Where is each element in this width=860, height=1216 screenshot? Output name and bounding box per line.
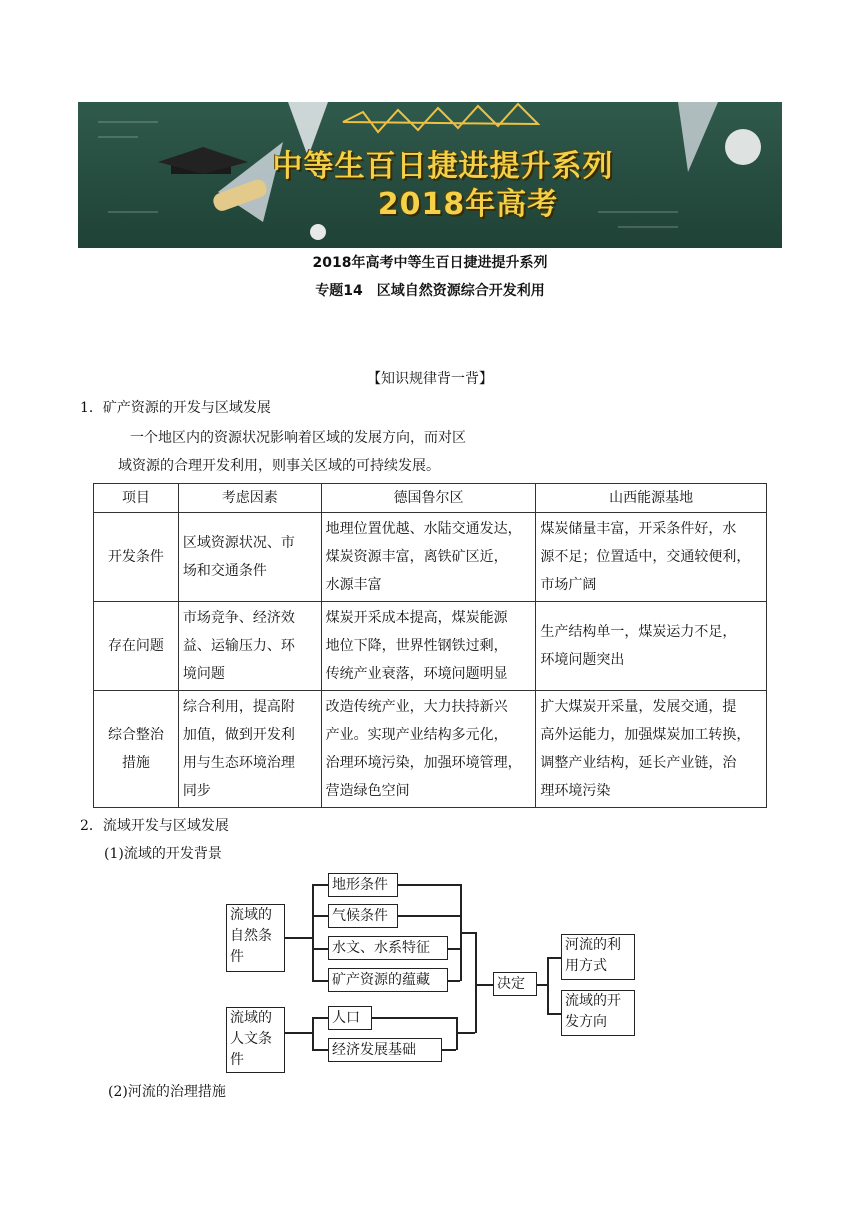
hydrology-box: 水文、水系特征 [328, 936, 448, 960]
cell-line: 煤炭开采成本提高，煤炭能源 [325, 610, 508, 626]
topic-title: 专题14 区域自然资源综合开发利用 [315, 283, 545, 299]
row-ruhr [321, 602, 536, 691]
decide-box: 决定 [493, 972, 537, 996]
economy-box: 经济发展基础 [328, 1038, 442, 1062]
cell-line: 加值，做到开发利 [182, 727, 295, 743]
cell-line: 产业。实现产业结构多元化， [325, 727, 508, 743]
mineral-box: 矿产资源的蕴藏 [328, 968, 448, 992]
table-row [94, 691, 767, 808]
cell-line: 市场竞争、经济效 [182, 610, 295, 626]
row-item: 开发条件 [94, 513, 179, 602]
box-line: 用方式 [565, 958, 607, 974]
row-factor [178, 602, 321, 691]
header-banner [78, 102, 782, 248]
header-ruhr: 德国鲁尔区 [321, 484, 536, 513]
row-ruhr [321, 513, 536, 602]
cell-line: 措施 [121, 755, 150, 771]
climate-box: 气候条件 [328, 904, 398, 928]
cell-line: 生产结构单一，煤炭运力不足， [540, 624, 737, 640]
natural-conditions-box [226, 904, 285, 972]
box-line: 自然条 [230, 928, 272, 944]
cell-line: 治理环境污染，加强环境管理， [325, 755, 522, 771]
development-direction-box [561, 990, 635, 1036]
cell-line: 环境问题突出 [540, 652, 625, 668]
header-factor: 考虑因素 [178, 484, 321, 513]
cell-line: 营造绿色空间 [325, 783, 410, 799]
cell-line: 高外运能力，加强煤炭加工转换， [540, 727, 751, 743]
cell-line: 调整产业结构，延长产业链，治 [540, 755, 737, 771]
human-conditions-box [226, 1007, 285, 1073]
cell-line: 地理位置优越、水陆交通发达， [325, 521, 522, 537]
table-header-row [94, 484, 767, 513]
row-item [94, 691, 179, 808]
cell-line: 同步 [182, 783, 211, 799]
cell-line: 煤炭资源丰富，离铁矿区近， [325, 549, 508, 565]
population-box: 人口 [328, 1006, 372, 1030]
section2-sub2: (2)河流的治理措施 [108, 1084, 226, 1100]
cell-line: 用与生态环境治理 [182, 755, 295, 771]
row-factor [178, 691, 321, 808]
header-shanxi: 山西能源基地 [536, 484, 767, 513]
header-item: 项目 [94, 484, 179, 513]
box-line: 人文条 [230, 1031, 272, 1047]
cell-line: 综合整治 [107, 727, 164, 743]
box-line: 流域的 [230, 907, 272, 923]
box-line: 流域的 [230, 1010, 272, 1026]
row-factor [178, 513, 321, 602]
box-line: 流域的开 [565, 993, 621, 1009]
cell-line: 水源丰富 [325, 577, 382, 593]
section1-paragraph-line1: 一个地区内的资源状况影响着区域的发展方向，而对区 [130, 430, 466, 446]
row-shanxi [536, 513, 767, 602]
section2-title: 2．流域开发与区域发展 [80, 818, 229, 834]
comparison-table [93, 483, 767, 808]
table-row [94, 602, 767, 691]
table-row [94, 513, 767, 602]
row-ruhr [321, 691, 536, 808]
cell-line: 理环境污染 [540, 783, 611, 799]
box-line: 发方向 [565, 1014, 607, 1030]
section-heading: 【知识规律背一背】 [367, 371, 493, 387]
row-shanxi [536, 691, 767, 808]
cell-line: 地位下降，世界性钢铁过剩， [325, 638, 508, 654]
cell-line: 改造传统产业，大力扶持新兴 [325, 699, 508, 715]
box-line: 河流的利 [565, 937, 621, 953]
section1-paragraph-line2: 域资源的合理开发利用，则事关区域的可持续发展。 [118, 458, 440, 474]
row-item: 存在问题 [94, 602, 179, 691]
cell-line: 煤炭储量丰富，开采条件好，水 [540, 521, 737, 537]
cell-line: 益、运输压力、环 [182, 638, 295, 654]
river-use-box [561, 934, 635, 980]
cell-line: 境问题 [182, 666, 225, 682]
section1-title: 1．矿产资源的开发与区域发展 [80, 400, 271, 416]
banner-subtitle: 2018年高考 [377, 187, 559, 222]
box-line: 件 [230, 1052, 244, 1068]
section2-sub1: (1)流域的开发背景 [104, 846, 222, 862]
cell-line: 场和交通条件 [182, 563, 267, 579]
box-line: 件 [230, 949, 244, 965]
series-title: 2018年高考中等生百日捷进提升系列 [312, 255, 548, 271]
cell-line: 扩大煤炭开采量，发展交通，提 [540, 699, 737, 715]
banner-title: 中等生百日捷进提升系列 [272, 149, 614, 184]
cell-line: 综合利用，提高附 [182, 699, 295, 715]
terrain-box: 地形条件 [328, 873, 398, 897]
cell-line: 市场广阔 [540, 577, 597, 593]
cell-line: 传统产业衰落，环境问题明显 [325, 666, 508, 682]
cell-line: 区域资源状况、市 [182, 535, 295, 551]
row-shanxi [536, 602, 767, 691]
cell-line: 源不足；位置适中，交通较便利， [540, 549, 751, 565]
